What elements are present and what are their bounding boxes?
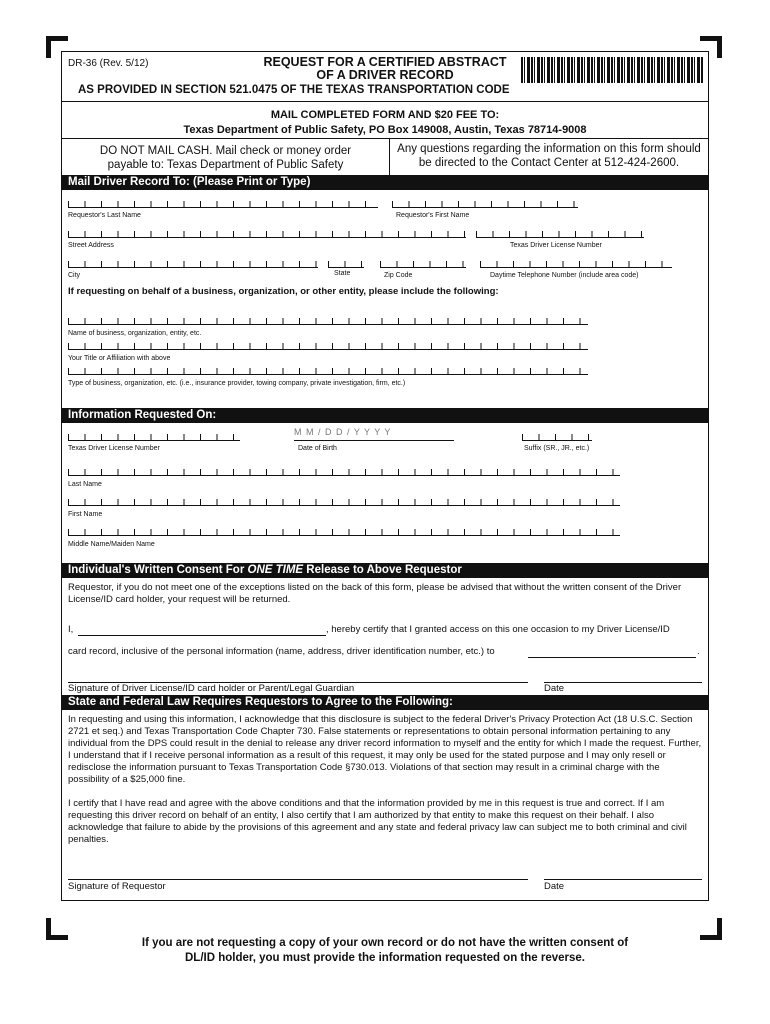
entity-instruction: If requesting on behalf of a business, organization, or other entity, please include the following: — [68, 286, 499, 297]
mailing-line2: Texas Department of Public Safety, PO Box 149008, Austin, Texas 78714-9008 — [183, 124, 587, 136]
consent-date-label: Date — [544, 683, 565, 694]
zip-code-label: Zip Code — [384, 272, 413, 279]
dob-label: Date of Birth — [298, 445, 337, 452]
form-header — [62, 52, 708, 102]
consent-certify-text: , hereby certify that I granted access on this one occasion to my Driver License/ID — [326, 624, 670, 635]
requestor-dl-number-field[interactable] — [476, 228, 644, 238]
street-address-label: Street Address — [68, 242, 114, 249]
consent-heading-emphasis: ONE TIME — [247, 564, 304, 576]
phone-label: Daytime Telephone Number (include area code) — [490, 272, 639, 279]
requestor-last-name-field[interactable] — [68, 198, 378, 208]
consent-heading — [62, 563, 708, 578]
consent-heading-pre: Individual's Written Consent For — [68, 564, 248, 576]
entity-type-field[interactable] — [68, 365, 588, 375]
phone-field[interactable] — [480, 258, 672, 268]
requestor-first-name-label: Requestor's First Name — [396, 212, 470, 219]
info-requested-heading: Information Requested On: — [62, 408, 708, 423]
subject-dl-number-label: Texas Driver License Number — [68, 445, 160, 452]
requestor-dl-number-label: Texas Driver License Number — [510, 242, 602, 249]
law-paragraph-2: I certify that I have read and agree with the above conditions and that the information provided by me in this request is true and correct. If I am requesting this driver record on behalf of an entity, I also certify that I am authorized by that entity to make this request on their behalf. I also acknowledge that failure to abide by the provisions of this agreement and any state and federal privacy law can subject me to both criminal and civil penalties. — [68, 798, 687, 845]
footer-line1: If you are not requesting a copy of your own record or do not have the written consent of — [141, 937, 629, 949]
entity-type-label: Type of business, organization, etc. (i.e., insurance provider, towing company, private investigation, firm, etc.) — [68, 380, 406, 387]
state-field[interactable] — [328, 258, 364, 268]
barcode-icon — [521, 57, 704, 83]
entity-name-field[interactable] — [68, 315, 588, 325]
consent-recipient-line[interactable] — [528, 657, 696, 658]
requestor-date-line[interactable] — [544, 879, 702, 880]
requestor-date-label: Date — [544, 881, 565, 892]
form-number: DR-36 (Rev. 5/12) — [68, 58, 149, 69]
consent-signature-label: Signature of Driver License/ID card holder or Parent/Legal Guardian — [68, 683, 355, 694]
payment-note — [62, 139, 390, 175]
notes-row — [62, 139, 708, 175]
mailing-instructions — [62, 102, 708, 139]
consent-period: . — [697, 646, 700, 657]
form-title-line2: OF A DRIVER RECORD — [316, 68, 454, 82]
entity-title-label: Your Title or Affiliation with above — [68, 355, 171, 362]
state-label: State — [334, 270, 351, 277]
subject-dl-number-field[interactable] — [68, 431, 240, 441]
law-heading: State and Federal Law Requires Requestors to Agree to the Following: — [62, 695, 708, 710]
contact-note-line1: Any questions regarding the information on this form should — [397, 143, 701, 155]
subject-first-name-label: First Name — [68, 511, 103, 518]
consent-paragraph: Requestor, if you do not meet one of the exceptions listed on the back of this form, please be advised that without the written consent of the Driver License/ID card holder, your request will be returned. — [68, 582, 682, 605]
requestor-signature-label: Signature of Requestor — [68, 881, 166, 892]
consent-heading-post: Release to Above Requestor — [303, 564, 462, 576]
payment-note-line1: DO NOT MAIL CASH. Mail check or money order — [99, 145, 352, 157]
suffix-field[interactable] — [522, 431, 592, 441]
consent-date-line[interactable] — [544, 682, 702, 683]
request-form — [61, 51, 709, 901]
city-label: City — [68, 272, 81, 279]
form-title-line1: REQUEST FOR A CERTIFIED ABSTRACT — [263, 55, 507, 69]
subject-last-name-label: Last Name — [68, 481, 102, 488]
subject-last-name-field[interactable] — [68, 466, 620, 476]
law-paragraph-1: In requesting and using this information, I acknowledge that this disclosure is subject to the federal Driver's Privacy Protection Act (18 U.S.C. Section 2721 et seq.) and Texas Transportation Code Chapter 730. False statements or representations to obtain personal information pertaining to any individual from the DPS could result in the denial to release any driver record information to myself and the entity for which I made the request. Further, I understand that if I receive personal information as a result of this request, it may only be used for the stated purpose and I may only resell or redisclose the information pursuant to Texas Transportation Code §730.013. Violations of that section may result in a criminal charge with the possibility of a $25,000 fine. — [68, 714, 702, 785]
form-subtitle: AS PROVIDED IN SECTION 521.0475 OF THE TEXAS TRANSPORTATION CODE — [78, 84, 510, 96]
requestor-signature-line[interactable] — [68, 879, 528, 880]
city-field[interactable] — [68, 258, 318, 268]
subject-middle-name-label: Middle Name/Maiden Name — [68, 541, 155, 548]
consent-i-label: I, — [68, 624, 74, 635]
mail-to-section — [62, 190, 708, 408]
suffix-label: Suffix (SR., JR., etc.) — [524, 445, 590, 452]
info-requested-section — [62, 423, 708, 563]
subject-middle-name-field[interactable] — [68, 526, 620, 536]
mail-to-heading: Mail Driver Record To: (Please Print or Type) — [62, 175, 708, 190]
consent-card-record-text: card record, inclusive of the personal information (name, address, driver identification number, etc.) to — [68, 646, 495, 657]
payment-note-line2: payable to: Texas Department of Public Safety — [107, 159, 344, 171]
consent-section — [62, 578, 708, 695]
zip-code-field[interactable] — [380, 258, 466, 268]
footer-line2: DL/ID holder, you must provide the information requested on the reverse. — [184, 952, 585, 964]
dob-field[interactable]: M M / D D / Y Y Y Y — [294, 427, 454, 441]
mailing-line1: MAIL COMPLETED FORM AND $20 FEE TO: — [270, 109, 500, 121]
contact-note — [390, 139, 708, 175]
law-section — [62, 710, 708, 900]
requestor-last-name-label: Requestor's Last Name — [68, 212, 141, 219]
entity-name-label: Name of business, organization, entity, etc. — [68, 330, 202, 337]
footer-notice — [61, 936, 709, 966]
street-address-field[interactable] — [68, 228, 466, 238]
consent-name-line[interactable] — [78, 635, 326, 636]
requestor-first-name-field[interactable] — [392, 198, 578, 208]
contact-note-line2: be directed to the Contact Center at 512-424-2600. — [418, 157, 680, 169]
subject-first-name-field[interactable] — [68, 496, 620, 506]
entity-title-field[interactable] — [68, 340, 588, 350]
